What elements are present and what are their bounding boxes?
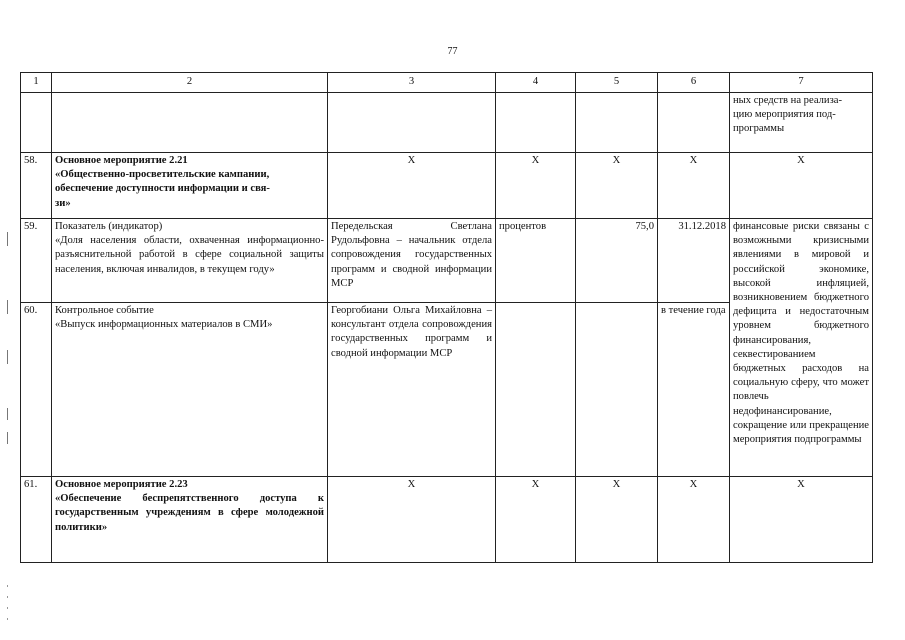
row-risks: финансовые риски связаны с возможными кризисными явлениями в мировой и российской экономике, высокой инфляцией, возникновением бюджетного дефицита и недостаточным уровнем бюджетного финансирования, секвестированием бюджетных расходов на социальную сферу, что может повлечь недофинансирование, сокращение или прекращение мероприятия подпрограммы (730, 219, 873, 477)
column-header: 5 (576, 73, 658, 93)
row-risks: Х (730, 477, 873, 563)
row-name: Показатель (индикатор) «Доля населения области, охваченная информационно-разъяснительной работой в сфере социальной защиты населения, включая инвалидов, в текущем году» (52, 219, 328, 303)
row-responsible: Х (328, 477, 496, 563)
row-unit: процентов (496, 219, 576, 303)
program-table (20, 72, 873, 563)
row-value (576, 93, 658, 153)
row-responsible (328, 93, 496, 153)
row-deadline (658, 93, 730, 153)
row-value: Х (576, 153, 658, 219)
column-number-row (21, 73, 873, 93)
row-risks: Х (730, 153, 873, 219)
row-number: 60. (21, 303, 52, 477)
row-number (21, 93, 52, 153)
row-name: Основное мероприятие 2.23 «Обеспечение беспрепятственного доступа к государственным учреждениям в сфере молодежной политики» (52, 477, 328, 563)
row-value: Х (576, 477, 658, 563)
row-name (52, 93, 328, 153)
row-number: 58. (21, 153, 52, 219)
row-risks: ных средств на реализа- цию мероприятия под- программы (730, 93, 873, 153)
column-header: 3 (328, 73, 496, 93)
table-row (21, 219, 873, 303)
row-unit: Х (496, 477, 576, 563)
scan-edge-mark (7, 300, 8, 314)
column-header: 1 (21, 73, 52, 93)
page-number: 77 (447, 46, 458, 57)
scan-edge-dot (7, 618, 8, 620)
row-name: Основное мероприятие 2.21 «Общественно-просветительские кампании, обеспечение доступности информации и свя- зи» (52, 153, 328, 219)
row-unit: Х (496, 153, 576, 219)
row-unit (496, 303, 576, 477)
row-responsible: Георгобиани Ольга Михайловна – консультант отдела сопровождения государственных программ и сводной информации МСР (328, 303, 496, 477)
row-number: 61. (21, 477, 52, 563)
scan-edge-mark (7, 408, 8, 420)
row-responsible: Передельская Светлана Рудольфовна – начальник отдела сопровождения государственных программ и сводной информации МСР (328, 219, 496, 303)
row-value: 75,0 (576, 219, 658, 303)
row-value (576, 303, 658, 477)
row-name: Контрольное событие «Выпуск информационных материалов в СМИ» (52, 303, 328, 477)
scan-edge-dot (7, 585, 8, 587)
scan-edge-dot (7, 607, 8, 609)
scan-edge-mark (7, 432, 8, 444)
row-responsible: Х (328, 153, 496, 219)
column-header: 4 (496, 73, 576, 93)
row-deadline: 31.12.2018 (658, 219, 730, 303)
row-unit (496, 93, 576, 153)
scan-edge-dot (7, 596, 8, 598)
table-row (21, 153, 873, 219)
column-header: 6 (658, 73, 730, 93)
column-header: 2 (52, 73, 328, 93)
row-deadline: Х (658, 477, 730, 563)
column-header: 7 (730, 73, 873, 93)
scan-edge-mark (7, 232, 8, 246)
table-row (21, 93, 873, 153)
row-deadline: Х (658, 153, 730, 219)
table-row (21, 477, 873, 563)
row-deadline: в течение года (658, 303, 730, 477)
row-number: 59. (21, 219, 52, 303)
scan-edge-mark (7, 350, 8, 364)
